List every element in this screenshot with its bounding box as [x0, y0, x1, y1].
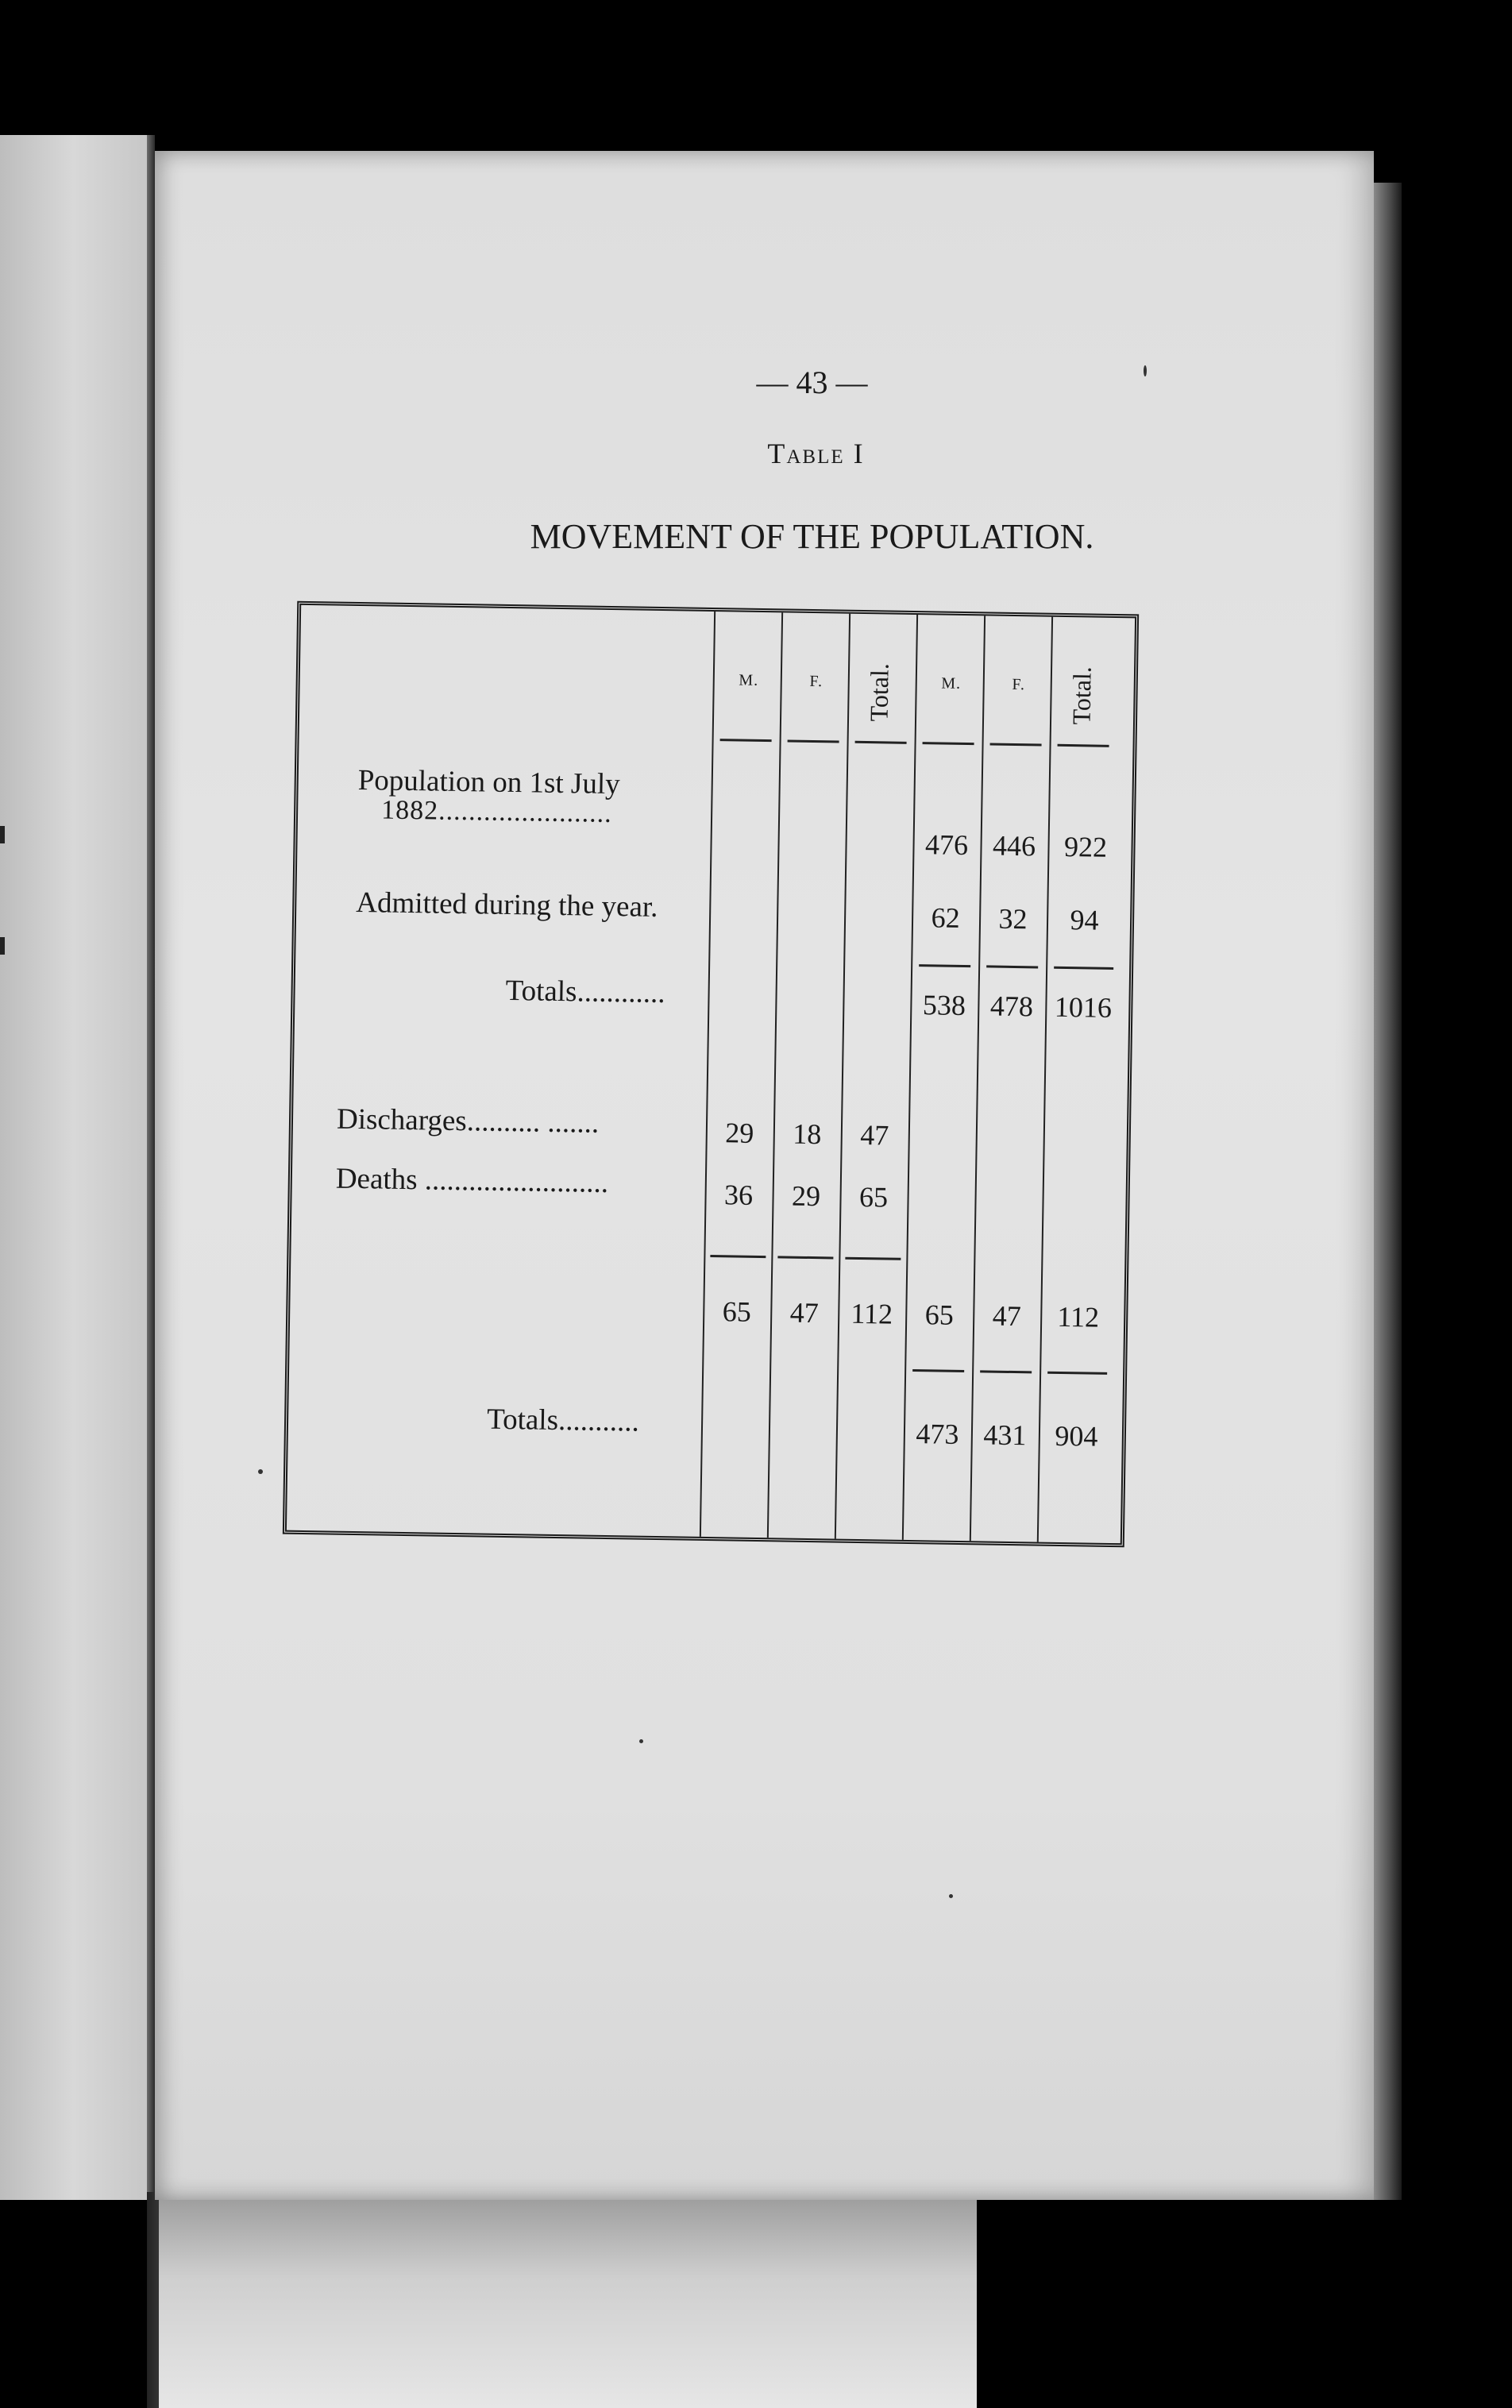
sum-rule — [777, 1256, 833, 1259]
header-rule — [1058, 744, 1109, 747]
page-gutter — [147, 135, 155, 2200]
bottom-page-strip — [159, 2192, 977, 2408]
header-rule — [855, 741, 907, 744]
column-rule — [767, 612, 783, 1538]
totals-2-total: 904 — [1055, 1419, 1098, 1453]
row-label-population-year: 1882....................... — [380, 795, 612, 829]
column-rule — [1037, 617, 1053, 1542]
page-number: — 43 — — [756, 365, 868, 400]
header-right-f: F. — [1012, 675, 1026, 694]
deaths-total: 65 — [858, 1180, 889, 1214]
sum-rule — [912, 1369, 964, 1372]
header-right-total: Total. — [1066, 666, 1097, 725]
table-label: Table I — [767, 438, 865, 469]
sum-rule — [845, 1257, 901, 1260]
header-rule — [990, 743, 1042, 746]
column-rule — [902, 615, 918, 1540]
population-f: 446 — [992, 829, 1036, 862]
left-page-mark — [0, 826, 5, 843]
row-label-totals-1: Totals............ — [505, 974, 665, 1010]
book-edge — [1374, 183, 1402, 2200]
header-rule — [720, 739, 772, 742]
discharges-m: 29 — [725, 1117, 754, 1149]
header-rule — [923, 742, 974, 745]
row-label-admitted: Admitted during the year. — [356, 886, 658, 924]
header-left-total: Total. — [864, 662, 894, 722]
table-title: MOVEMENT OF THE POPULATION. — [530, 517, 1094, 556]
subtotal-left-m: 65 — [722, 1295, 752, 1328]
left-facing-page — [0, 135, 147, 2200]
discharges-total: 47 — [860, 1118, 889, 1152]
subtotal-right-m: 65 — [924, 1299, 955, 1331]
admitted-total: 94 — [1070, 904, 1099, 936]
header-right-m: M. — [941, 674, 962, 693]
admitted-f: 32 — [998, 902, 1028, 936]
scan-speck — [258, 1469, 263, 1474]
column-rule — [835, 614, 850, 1539]
row-label-deaths: Deaths ......................... — [335, 1162, 609, 1199]
row-label-population: Population on 1st July — [357, 763, 620, 801]
sum-rule — [919, 964, 970, 967]
totals-2-m: 473 — [916, 1418, 959, 1450]
population-total: 922 — [1063, 830, 1108, 863]
totals-1-f: 478 — [989, 990, 1034, 1023]
sum-rule — [1047, 1372, 1107, 1375]
admitted-m: 62 — [931, 901, 960, 934]
scan-speck — [1144, 365, 1147, 376]
sum-rule — [710, 1255, 766, 1258]
row-label-discharges: Discharges.......... ....... — [336, 1102, 600, 1140]
sum-rule — [986, 965, 1038, 968]
deaths-m: 36 — [723, 1179, 754, 1211]
column-rule — [970, 616, 986, 1541]
discharges-f: 18 — [793, 1117, 822, 1151]
header-rule — [788, 739, 839, 743]
subtotal-right-f: 47 — [992, 1299, 1022, 1333]
population-m: 476 — [924, 828, 969, 862]
left-page-mark — [0, 937, 5, 955]
sum-rule — [980, 1370, 1032, 1373]
main-page — [155, 151, 1374, 2200]
totals-1-m: 538 — [922, 989, 966, 1022]
population-table — [283, 601, 1139, 1548]
row-label-totals-2: Totals........... — [486, 1403, 640, 1438]
sum-rule — [1054, 967, 1113, 970]
totals-2-f: 431 — [983, 1418, 1027, 1452]
subtotal-left-f: 47 — [789, 1296, 820, 1329]
scan-speck — [949, 1894, 953, 1898]
subtotal-left-total: 112 — [850, 1297, 893, 1330]
deaths-f: 29 — [791, 1179, 821, 1213]
totals-1-total: 1016 — [1054, 990, 1113, 1024]
scan-speck — [639, 1739, 643, 1743]
header-left-f: F. — [809, 672, 824, 691]
header-left-m: M. — [739, 671, 759, 689]
subtotal-right-total: 112 — [1057, 1300, 1100, 1333]
column-rule — [700, 612, 716, 1537]
